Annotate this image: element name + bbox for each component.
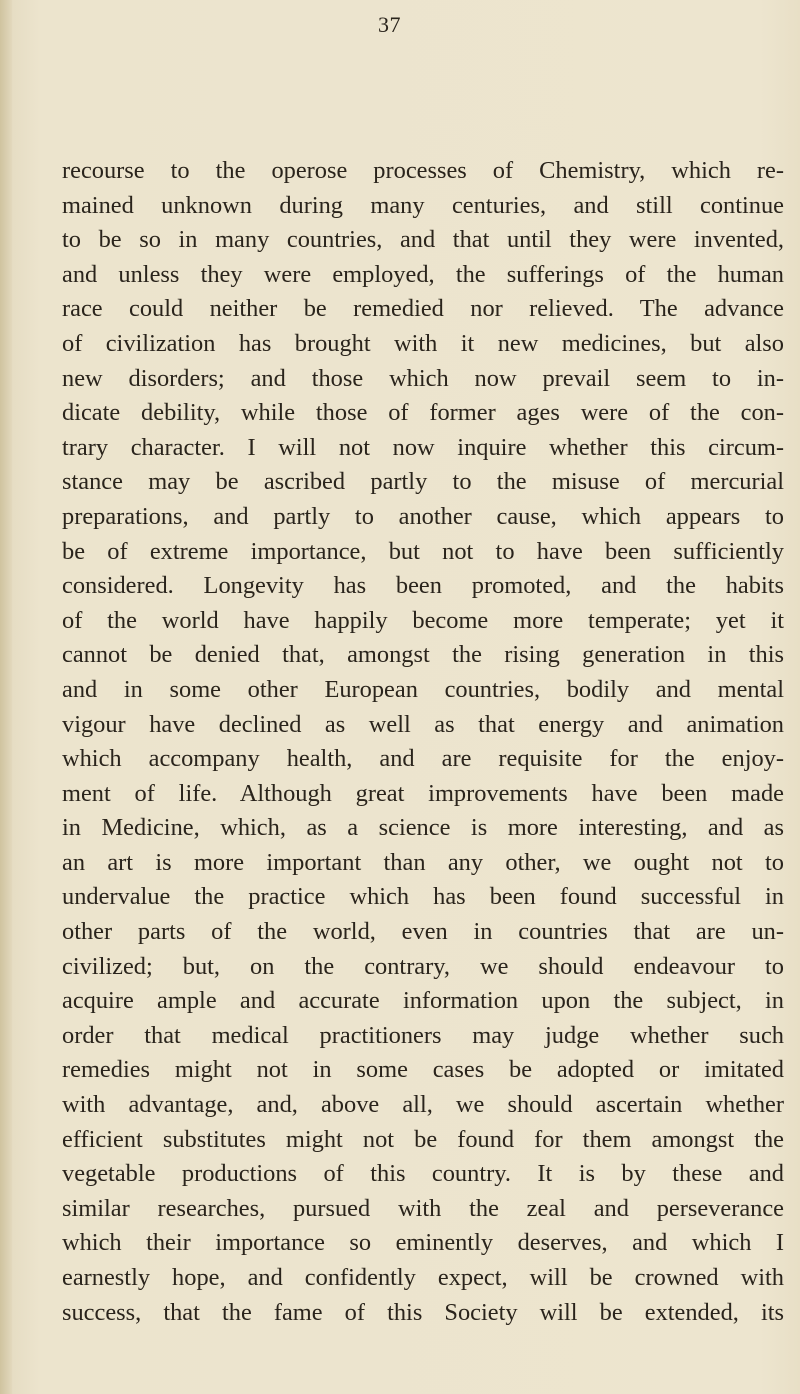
text-line: preparations, and partly to another cause, which appears to	[62, 502, 784, 530]
text-line: mained unknown during many centuries, and still continue	[62, 191, 784, 219]
text-line: undervalue the practice which has been found successful in	[62, 883, 784, 911]
text-line: acquire ample and accurate information upon the subject, in	[62, 987, 784, 1015]
text-line: an art is more important than any other, we ought not to	[62, 848, 784, 876]
text-line: civilized; but, on the contrary, we should endeavour to	[62, 952, 784, 980]
page-gutter	[0, 0, 12, 1394]
text-line: order that medical practitioners may judge whether such	[62, 1021, 784, 1049]
text-line: and in some other European countries, bodily and mental	[62, 675, 784, 703]
text-line: be of extreme importance, but not to have been sufficiently	[62, 537, 784, 565]
text-line: which their importance so eminently deserves, and which I	[62, 1229, 784, 1257]
text-line: in Medicine, which, as a science is more interesting, and as	[62, 814, 784, 842]
text-line: cannot be denied that, amongst the rising generation in this	[62, 641, 784, 669]
text-line: success, that the fame of this Society will be extended, its	[62, 1298, 784, 1326]
text-line: new disorders; and those which now prevail seem to in-	[62, 364, 784, 392]
text-line: efficient substitutes might not be found for them amongst the	[62, 1125, 784, 1153]
text-line: which accompany health, and are requisite for the enjoy-	[62, 745, 784, 773]
text-line: to be so in many countries, and that until they were invented,	[62, 226, 784, 254]
text-line: earnestly hope, and confidently expect, will be crowned with	[62, 1264, 784, 1291]
text-line: similar researches, pursued with the zeal and perseverance	[62, 1194, 784, 1222]
text-line: of civilization has brought with it new medicines, but also	[62, 329, 784, 357]
text-line: vigour have declined as well as that energy and animation	[62, 710, 784, 738]
text-line: considered. Longevity has been promoted, and the habits	[62, 572, 784, 600]
text-line: stance may be ascribed partly to the misuse of mercurial	[62, 468, 784, 496]
text-line: race could neither be remedied nor relieved. The advance	[62, 295, 784, 323]
text-line: ment of life. Although great improvements have been made	[62, 779, 784, 807]
text-line: with advantage, and, above all, we should ascertain whether	[62, 1091, 784, 1119]
text-line: recourse to the operose processes of Chemistry, which re-	[62, 157, 784, 184]
page-number: 37	[378, 12, 401, 37]
text-line: other parts of the world, even in countries that are un-	[62, 918, 784, 946]
text-line: trary character. I will not now inquire whether this circum-	[62, 433, 784, 461]
body-text	[62, 154, 792, 1330]
text-line: and unless they were employed, the sufferings of the human	[62, 260, 784, 288]
text-line: dicate debility, while those of former ages were of the con-	[62, 399, 784, 427]
text-line: vegetable productions of this country. It is by these and	[62, 1160, 784, 1188]
text-line: remedies might not in some cases be adopted or imitated	[62, 1056, 784, 1084]
text-line: of the world have happily become more temperate; yet it	[62, 606, 784, 634]
